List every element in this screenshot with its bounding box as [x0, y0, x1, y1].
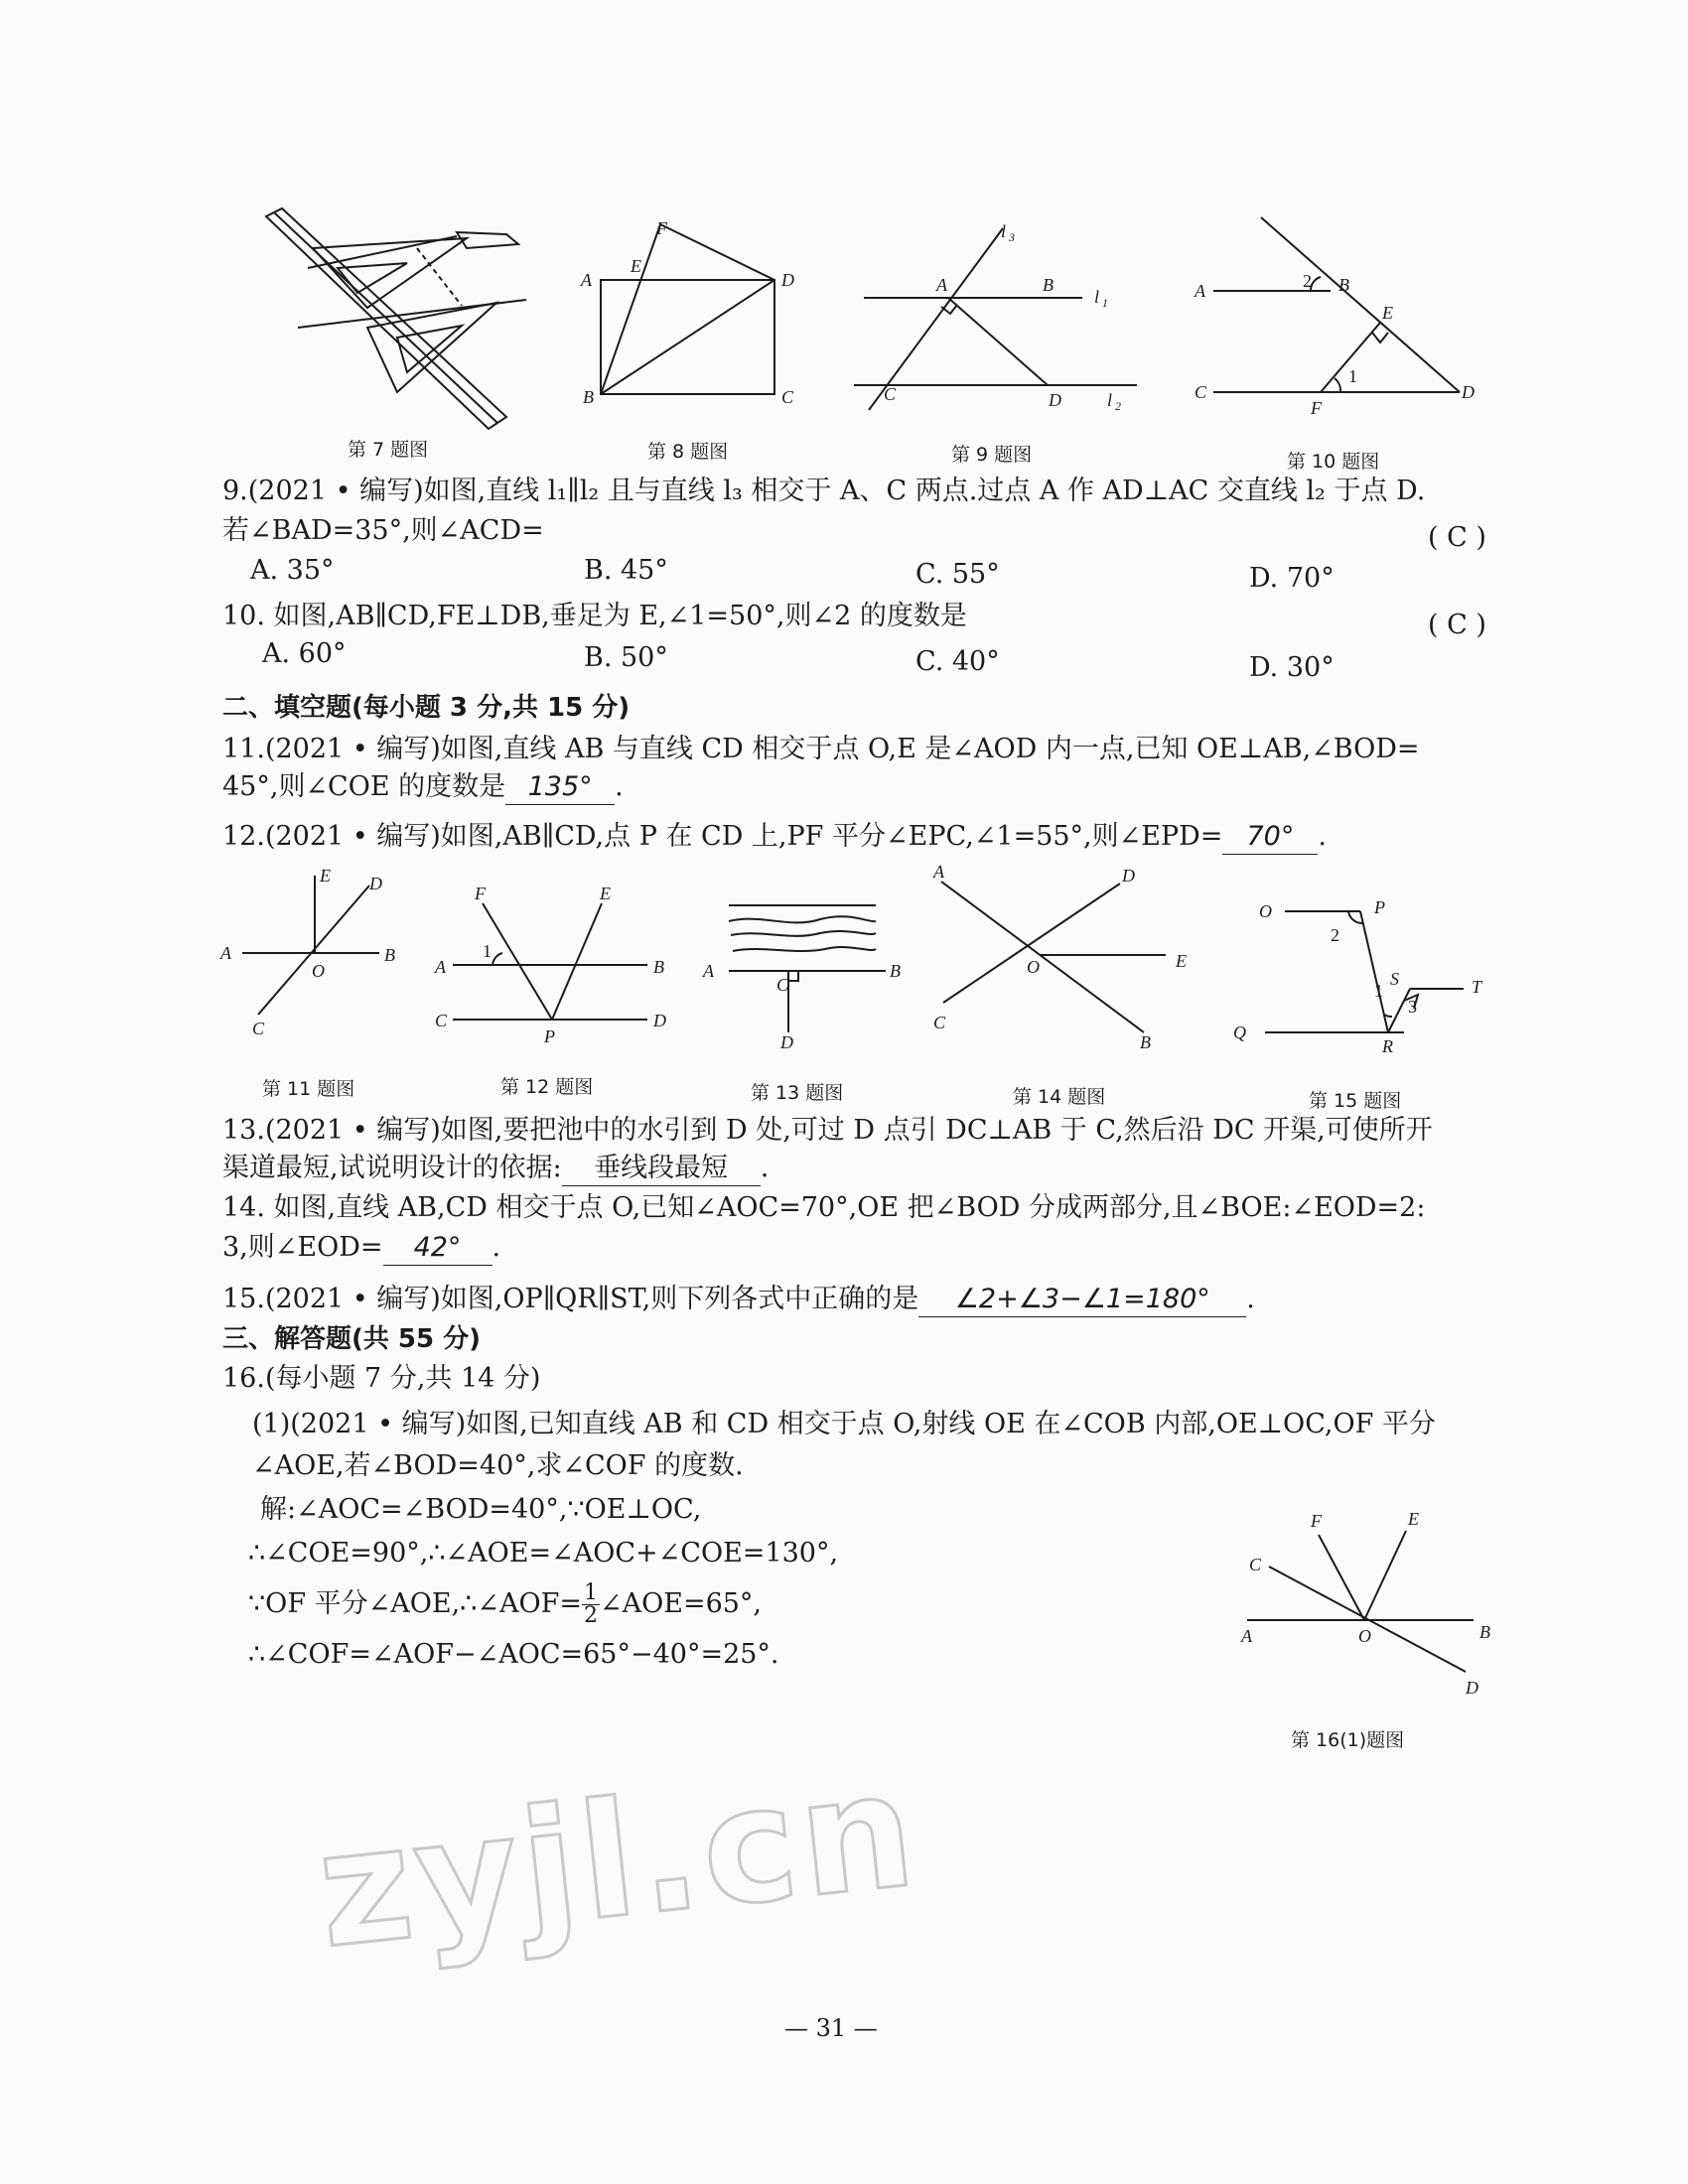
q11-end: . [615, 771, 624, 802]
q16-heading: 16.(每小题 7 分,共 14 分) [222, 1363, 541, 1394]
svg-text:1: 1 [1374, 981, 1383, 1001]
svg-text:P: P [1374, 897, 1385, 917]
q10-option-c: C. 40° [915, 646, 1000, 677]
svg-text:C: C [1249, 1555, 1262, 1574]
svg-text:C: C [884, 384, 897, 404]
svg-text:A: A [1195, 281, 1205, 301]
caption-fig9: 第 9 题图 [951, 444, 1033, 466]
svg-text:A: A [435, 957, 446, 977]
svg-text:Q: Q [1233, 1023, 1246, 1042]
section-2-heading: 二、填空题(每小题 3 分,共 15 分) [222, 693, 631, 723]
caption-fig11: 第 11 题图 [262, 1078, 355, 1100]
figure-11 [220, 866, 419, 1044]
q11-answer-blank: 135° [505, 770, 615, 805]
svg-text:l: l [1094, 287, 1100, 307]
svg-text:C: C [252, 1019, 265, 1038]
svg-text:D: D [1049, 390, 1061, 410]
svg-text:E: E [1176, 951, 1187, 971]
svg-text:1: 1 [483, 941, 492, 961]
q10-line1: 10. 如图,AB∥CD,FE⊥DB,垂足为 E,∠1=50°,则∠2 的度数是 [222, 601, 967, 631]
svg-text:F: F [1311, 398, 1322, 418]
q14-text: 3,则∠EOD= [222, 1232, 383, 1263]
svg-text:A: A [936, 275, 947, 295]
q16-problem-line2: ∠AOE,若∠BOD=40°,求∠COF 的度数. [252, 1450, 744, 1481]
svg-text:C: C [781, 387, 794, 407]
caption-fig8: 第 8 题图 [647, 441, 729, 463]
q13-end: . [760, 1153, 770, 1183]
svg-text:2: 2 [1331, 925, 1339, 945]
q12-text: 12.(2021 • 编写)如图,AB∥CD,点 P 在 CD 上,PF 平分∠EPC,∠1=55°,则∠EPD= [222, 821, 1223, 852]
svg-text:P: P [544, 1026, 555, 1046]
svg-text:3: 3 [1009, 230, 1015, 244]
svg-text:O: O [312, 961, 325, 981]
svg-text:B: B [1338, 275, 1349, 295]
svg-text:B: B [384, 945, 395, 965]
watermark: zyjl.cn [309, 1735, 926, 1984]
svg-text:B: B [583, 387, 594, 407]
q14-end: . [492, 1232, 501, 1263]
svg-text:F: F [1311, 1511, 1322, 1531]
svg-text:E: E [1408, 1509, 1419, 1529]
svg-text:D: D [653, 1011, 666, 1030]
svg-text:T: T [1472, 977, 1482, 997]
fraction-denominator: 2 [583, 1603, 598, 1628]
q13-line2 [222, 1152, 769, 1186]
q15-answer-blank: ∠2+∠3−∠1=180° [918, 1283, 1246, 1317]
svg-text:A: A [220, 943, 231, 963]
caption-fig12: 第 12 题图 [500, 1076, 594, 1098]
caption-fig14: 第 14 题图 [1013, 1086, 1106, 1108]
svg-text:A: A [1241, 1626, 1252, 1646]
svg-text:C: C [1195, 382, 1207, 402]
svg-text:O: O [1358, 1626, 1371, 1646]
svg-text:D: D [369, 874, 382, 893]
svg-text:B: B [1043, 275, 1054, 295]
svg-text:B: B [890, 961, 901, 981]
svg-text:l: l [1107, 390, 1113, 410]
set-square-upper [313, 238, 467, 308]
q14-answer-blank: 42° [383, 1231, 492, 1266]
figure-13 [701, 893, 919, 1062]
q15-end: . [1246, 1284, 1255, 1314]
svg-text:l: l [1001, 221, 1007, 241]
svg-text:A: A [703, 961, 714, 981]
ruler [266, 208, 506, 429]
q16-solution-step1: 解:∠AOC=∠BOD=40°,∵OE⊥OC, [260, 1494, 702, 1525]
figure-12 [433, 884, 691, 1052]
svg-text:D: D [781, 270, 794, 290]
caption-fig10: 第 10 题图 [1287, 451, 1380, 473]
one-half-fraction [582, 1582, 600, 1627]
q14-line2 [222, 1231, 500, 1266]
svg-text:F: F [656, 218, 667, 238]
q11-line2 [222, 770, 624, 805]
q10-option-b: B. 50° [584, 642, 668, 673]
svg-text:B: B [1140, 1032, 1151, 1052]
svg-text:E: E [600, 884, 611, 903]
q10-option-a: A. 60° [262, 638, 347, 669]
q9-option-b: B. 45° [584, 555, 668, 586]
svg-text:S: S [1390, 969, 1399, 989]
q10-option-d: D. 30° [1249, 652, 1335, 683]
svg-text:B: B [1479, 1622, 1490, 1642]
caption-fig13: 第 13 题图 [751, 1082, 844, 1104]
q9-option-d: D. 70° [1249, 563, 1335, 594]
q13-answer-blank: 垂线段最短 [562, 1152, 761, 1186]
q13-line1: 13.(2021 • 编写)如图,要把池中的水引到 D 处,可过 D 点引 DC⊥AB 于 C,然后沿 DC 开渠,可使所开 [222, 1115, 1433, 1146]
q10-answer: ( C ) [1428, 610, 1486, 640]
svg-text:E: E [631, 256, 641, 276]
figure-14 [927, 864, 1205, 1052]
svg-text:3: 3 [1408, 997, 1417, 1017]
caption-fig16-1: 第 16(1)题图 [1291, 1729, 1405, 1751]
q9-line2: 若∠BAD=35°,则∠ACD= [222, 515, 544, 546]
q9-option-a: A. 35° [250, 555, 335, 586]
q12-answer-blank: 70° [1222, 820, 1318, 855]
q15-text: 15.(2021 • 编写)如图,OP∥QR∥ST,则下列各式中正确的是 [222, 1284, 919, 1314]
caption-fig7: 第 7 题图 [348, 439, 429, 461]
svg-text:R: R [1382, 1036, 1393, 1056]
q11-line1: 11.(2021 • 编写)如图,直线 AB 与直线 CD 相交于点 O,E 是∠AOD 内一点,已知 OE⊥AB,∠BOD= [222, 734, 1420, 764]
q15-line1 [222, 1283, 1255, 1317]
q13-text: 渠道最短,试说明设计的依据: [222, 1153, 562, 1183]
q9-line1: 9.(2021 • 编写)如图,直线 l₁∥l₂ 且与直线 l₃ 相交于 A、C 两点.过点 A 作 AD⊥AC 交直线 l₂ 于点 D. [222, 476, 1426, 506]
q12-end: . [1318, 821, 1328, 852]
svg-text:D: D [1462, 382, 1475, 402]
svg-text:C: C [933, 1013, 946, 1032]
svg-text:1: 1 [1348, 366, 1357, 386]
svg-text:D: D [1122, 866, 1135, 886]
figure-10 [1192, 213, 1489, 418]
svg-text:B: B [653, 957, 664, 977]
svg-text:O: O [1259, 901, 1272, 921]
figure-16-1 [1227, 1509, 1505, 1707]
q14-line1: 14. 如图,直线 AB,CD 相交于点 O,已知∠AOC=70°,OE 把∠BOD 分成两部分,且∠BOE:∠EOD=2: [222, 1192, 1426, 1223]
svg-text:C: C [776, 975, 789, 995]
q16-step3-text-a: ∵OF 平分∠AOE,∴∠AOF= [248, 1588, 582, 1619]
q16-solution-step3 [248, 1582, 762, 1627]
svg-text:A: A [581, 270, 592, 290]
svg-text:2: 2 [1115, 399, 1121, 413]
svg-text:A: A [933, 862, 944, 882]
figure-8 [581, 220, 809, 409]
q9-option-c: C. 55° [915, 559, 1000, 590]
q12-line1 [222, 820, 1327, 855]
page-number: — 31 — [784, 2014, 878, 2042]
q16-solution-step4: ∴∠COF=∠AOF−∠AOC=65°−40°=25°. [248, 1639, 779, 1670]
figure-7 [258, 208, 516, 437]
svg-text:D: D [780, 1032, 793, 1052]
svg-text:E: E [320, 866, 331, 886]
q16-problem-line1: (1)(2021 • 编写)如图,已知直线 AB 和 CD 相交于点 O,射线 OE 在∠COB 内部,OE⊥OC,OF 平分 [252, 1409, 1436, 1439]
svg-text:E: E [1382, 303, 1393, 323]
svg-text:1: 1 [1102, 296, 1108, 310]
fraction-numerator: 1 [583, 1580, 598, 1605]
q9-answer: ( C ) [1428, 522, 1486, 553]
svg-text:O: O [1027, 957, 1040, 977]
q16-solution-step2: ∴∠COE=90°,∴∠AOE=∠AOC+∠COE=130°, [248, 1538, 839, 1569]
q11-text: 45°,则∠COE 的度数是 [222, 771, 506, 802]
svg-text:F: F [475, 884, 486, 903]
section-3-heading: 三、解答题(共 55 分) [222, 1324, 482, 1354]
svg-text:D: D [1466, 1678, 1478, 1698]
caption-fig15: 第 15 题图 [1309, 1090, 1402, 1112]
svg-text:2: 2 [1303, 271, 1312, 291]
svg-text:C: C [435, 1011, 448, 1030]
figure-15 [1215, 893, 1503, 1056]
figure-9 [854, 223, 1152, 422]
q16-step3-text-b: ∠AOE=65°, [599, 1588, 763, 1619]
